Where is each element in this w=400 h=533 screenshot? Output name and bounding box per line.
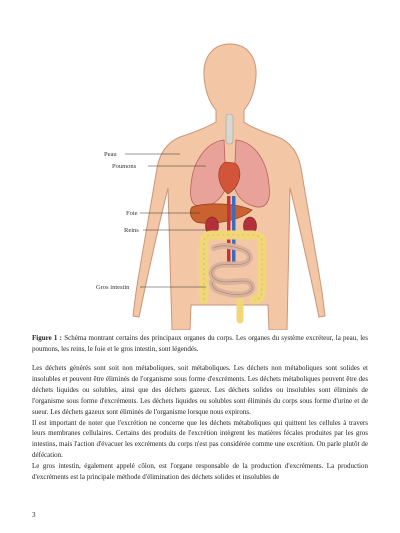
label-large-intestine: Gros intestin [96,284,130,291]
page-number: 3 [32,511,36,519]
label-lungs: Poumons [112,163,137,170]
label-kidneys: Reins [124,227,139,234]
paragraph-1: Les déchets générés sont soit non métaboliques, soit métaboliques. Les déchets non métaboliques sont solides et insolubles et peuvent être éliminés de l'organisme sous forme d'excréments. Les déchets métaboliques peuvent être des déchets liquides ou solubles, ainsi que des déchets gazeux. Les déchets solides ou insolubles sont éliminés de l'organisme sous forme d'excréments. Les déchets liquides ou solubles sont éliminés du corps sous forme d'urine et de sueur. Les déchets gazeux sont éliminés de l'organisme lorsque nous expirons. [32,364,368,416]
body-text [32,363,368,483]
label-liver: Foie [126,210,138,217]
trachea [226,114,233,144]
paragraph-2: Il est important de noter que l'excrétion ne concerne que les déchets métaboliques qui quittent les cellules à travers leurs membranes cellulaires. Certains des produits de l'excrétion intègrent les matières fécales produites par les gros intestins, mais l'action d'évacuer les excréments du corps n'est pas considérée comme une excrétion. On parle plutôt de défécation. [32,418,368,460]
paragraph-3: Le gros intestin, également appelé côlon, est l'organe responsable de la production d'excréments. La production d'excréments est la principale méthode d'élimination des déchets solides et insolubles de [32,462,368,482]
label-skin: Peau [104,151,117,158]
caption-prefix: Figure 1 : [32,334,62,342]
figure-caption [32,333,368,355]
caption-text: Schéma montrant certains des principaux organes du corps. Les organes du système excréteur, la peau, les poumons, les reins, le foie et le gros intestin, sont légendés. [32,334,368,353]
